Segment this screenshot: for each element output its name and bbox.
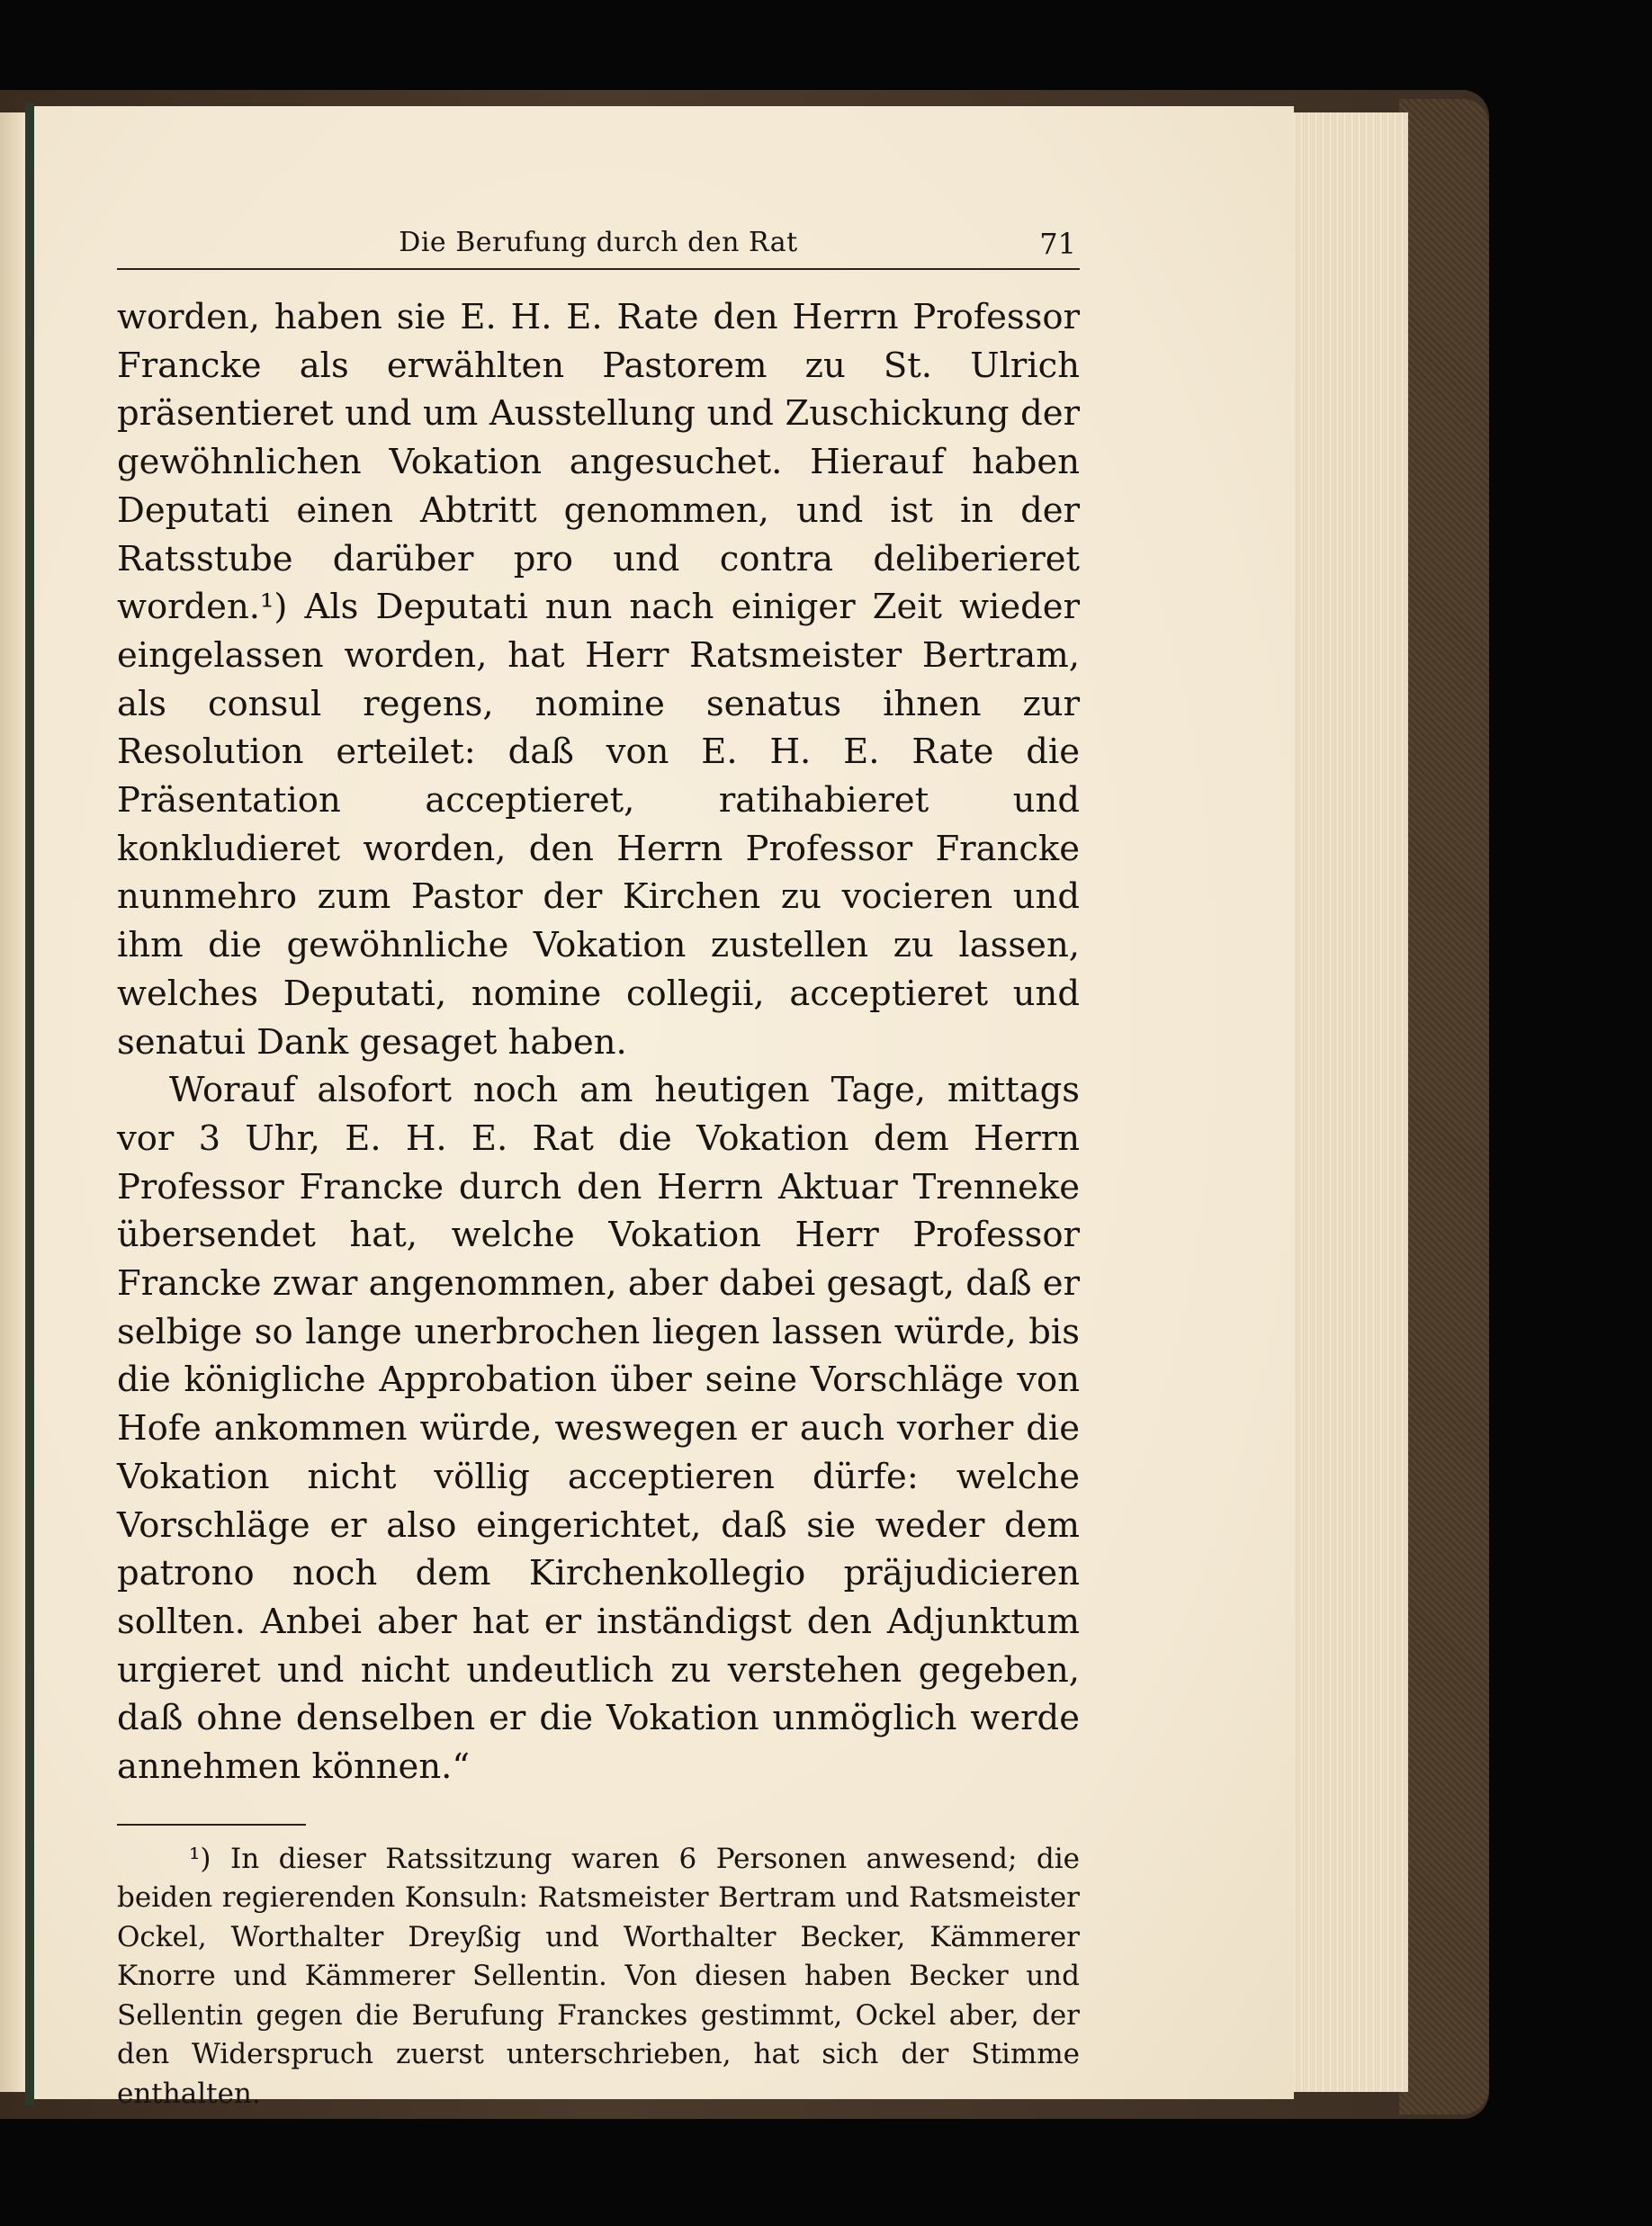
footnote-text: ¹) In dieser Ratssitzung waren 6 Personen anwesend; die beiden regierenden Konsuln: Ratsmeister Bertram und Ratsmeister Ockel, Worthalter Dreyßig und Worthalter Becker, Kämmerer Knorre und Kämmerer Sellentin. Von diesen haben Becker und Sellentin gegen die Berufung Franckes gestimmt, Ockel aber, der den Widerspruch zuerst unterschrieben, hat sich der Stimme enthalten. [117,1842,1080,2110]
left-page-edge [0,112,25,2092]
footnote-rule [117,1824,306,1826]
footnote [117,1840,1080,2114]
page-stack [1282,112,1408,2092]
body-text [117,293,1080,1791]
page-content [117,223,1080,2114]
left-cover-edge [25,103,34,2105]
paragraph: Worauf alsofort noch am heutigen Tage, mittags vor 3 Uhr, E. H. E. Rat die Vokation dem Herrn Professor Francke durch den Herrn Aktuar Trenneke übersendet hat, welche Vokation Herr Professor Francke zwar angenommen, aber dabei gesagt, daß er selbige so lange unerbrochen liegen lassen würde, bis die königliche Approbation über seine Vorschläge von Hofe ankommen würde, weswegen er auch vorher die Vokation nicht völlig acceptieren dürfe: welche Vorschläge er also eingerichtet, daß sie weder dem patrono noch dem Kirchenkollegio präjudicieren sollten. Anbei aber hat er inständigst den Adjunktum urgieret und nicht undeutlich zu verstehen gegeben, daß ohne denselben er die Vokation unmöglich werde annehmen können.“ [117,1070,1080,1788]
page-number: 71 [1039,227,1076,261]
running-head [117,223,1080,270]
paragraph: worden, haben sie E. H. E. Rate den Herrn Professor Francke als erwählten Pastorem zu St. Ulrich präsentieret und um Ausstellung und Zuschickung der gewöhnlichen Vokation angesuchet. Hierauf haben Deputati einen Abtritt genommen, und ist in der Ratsstube darüber pro und contra deliberieret worden.¹) Als Deputati nun nach einiger Zeit wieder eingelassen worden, hat Herr Ratsmeister Bertram, als consul regens, nomine senatus ihnen zur Resolution erteilet: daß von E. H. E. Rate die Präsentation acceptieret, ratihabieret und konkludieret worden, den Herrn Professor Francke nunmehro zum Pastor der Kirchen zu vocieren und ihm die gewöhnliche Vokation zustellen zu lassen, welches Deputati, nomine collegii, acceptieret und senatui Dank gesaget haben. [117,297,1080,1063]
running-head-title: Die Berufung durch den Rat [399,227,798,258]
book-cover-edge [1399,99,1489,2114]
